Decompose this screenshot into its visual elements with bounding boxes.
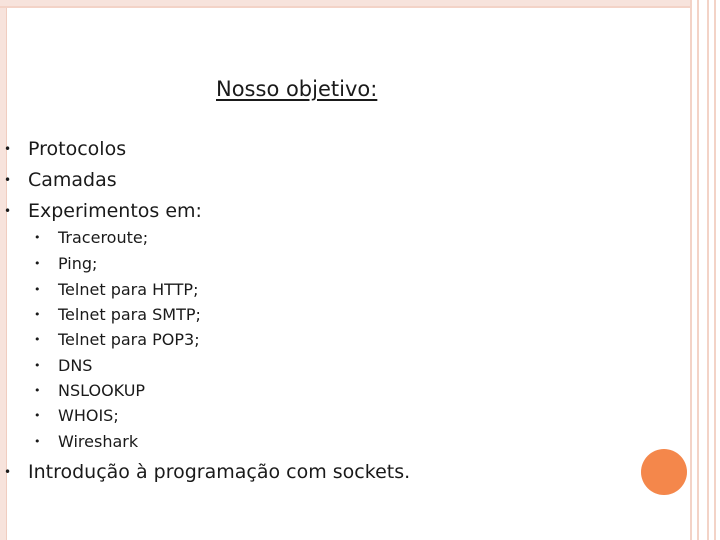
- bullet-icon: •: [34, 359, 41, 372]
- list-item: [4, 169, 117, 191]
- sub-list-item: [34, 356, 93, 375]
- bullet-icon: •: [4, 142, 12, 156]
- bullet-icon: •: [34, 409, 41, 422]
- bullet-icon: •: [34, 231, 41, 244]
- sub-list-item: [34, 280, 199, 299]
- bullet-icon: •: [4, 465, 12, 479]
- bullet-icon: •: [34, 308, 41, 321]
- right-border-line: [697, 0, 699, 540]
- sub-list-item-label: NSLOOKUP: [58, 381, 146, 400]
- decorative-circle: [641, 449, 687, 495]
- sub-list-item: [34, 432, 139, 451]
- sub-list-item-label: WHOIS;: [58, 406, 119, 425]
- right-border-line: [690, 0, 692, 540]
- list-item-label: Camadas: [28, 169, 117, 191]
- bullet-icon: •: [4, 204, 12, 218]
- sub-list-item: [34, 406, 119, 425]
- bullet-icon: •: [34, 384, 41, 397]
- sub-list-item-label: Traceroute;: [58, 228, 149, 247]
- sub-list-item-label: Ping;: [58, 254, 98, 273]
- slide-title: Nosso objetivo:: [216, 77, 378, 101]
- sub-list-item: [34, 228, 149, 247]
- list-item: [4, 138, 127, 160]
- bullet-icon: •: [34, 283, 41, 296]
- list-item-label: Introdução à programação com sockets.: [28, 461, 411, 483]
- sub-list-item-label: Telnet para POP3;: [58, 330, 200, 349]
- sub-list-item-label: Telnet para SMTP;: [58, 305, 201, 324]
- list-item: [4, 461, 411, 483]
- list-item: [4, 200, 202, 222]
- list-item-label: Protocolos: [28, 138, 127, 160]
- sub-list-item: [34, 330, 200, 349]
- bullet-icon: •: [34, 257, 41, 270]
- sub-list-item: [34, 305, 201, 324]
- right-border-line: [714, 0, 716, 540]
- right-border-line: [707, 0, 709, 540]
- sub-list-item-label: Telnet para HTTP;: [58, 280, 199, 299]
- bullet-icon: •: [4, 173, 12, 187]
- left-border-line: [6, 0, 7, 540]
- list-item-label: Experimentos em:: [28, 200, 202, 222]
- bullet-icon: •: [34, 333, 41, 346]
- sub-list-item-label: Wireshark: [58, 432, 139, 451]
- top-border-line: [0, 6, 690, 8]
- bullet-icon: •: [34, 435, 41, 448]
- sub-list-item-label: DNS: [58, 356, 93, 375]
- sub-list-item: [34, 254, 98, 273]
- sub-list-item: [34, 381, 146, 400]
